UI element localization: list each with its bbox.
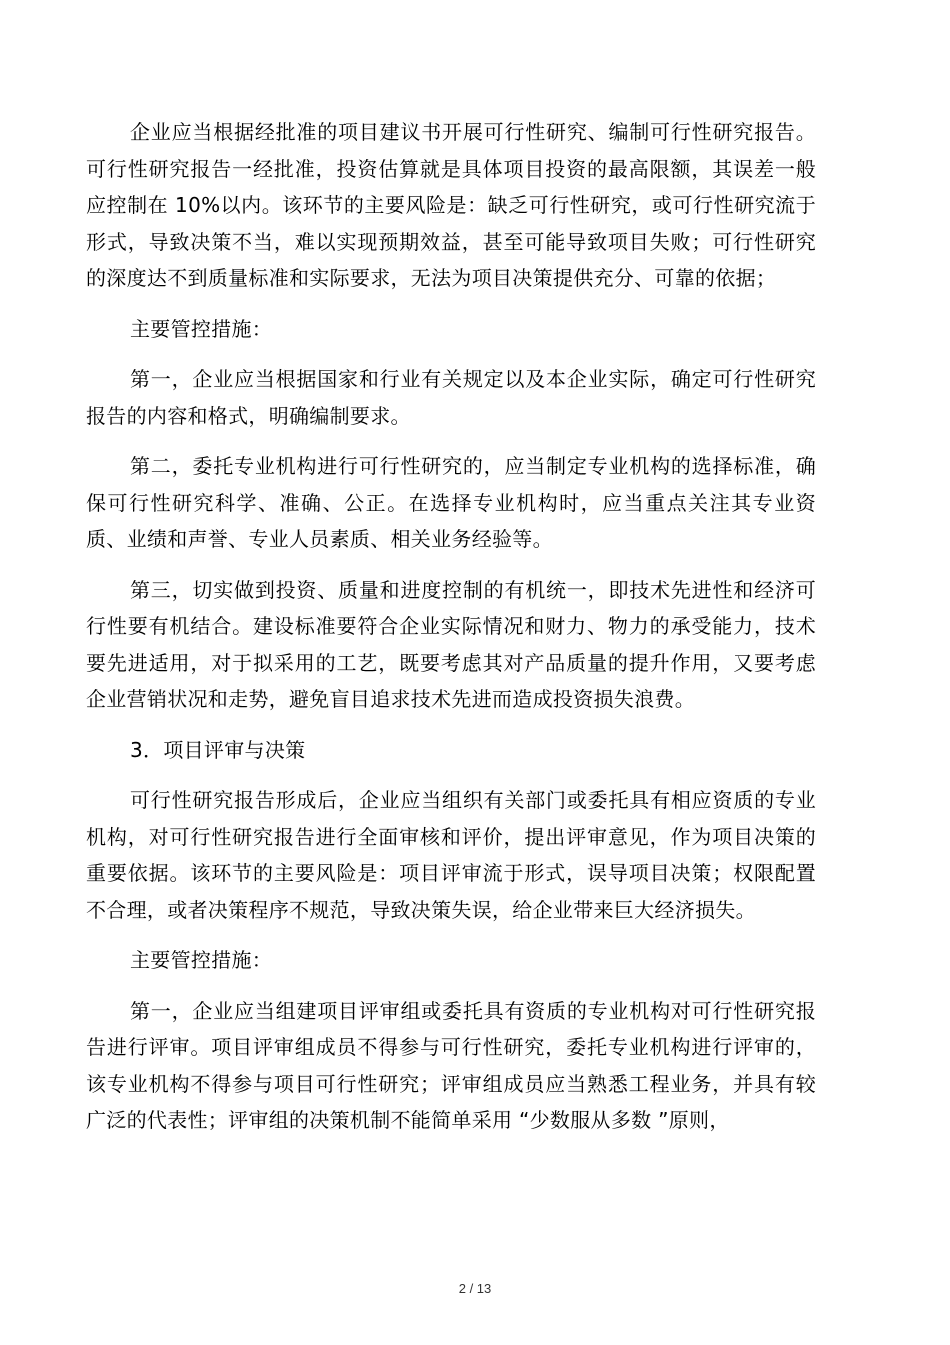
section-heading-review-decision: 3．项目评审与决策 — [130, 737, 306, 762]
page-number: 2 / 13 — [458, 1281, 492, 1296]
document-body — [86, 114, 816, 1153]
paragraph-measure-1: 第一，企业应当根据国家和行业有关规定以及本企业实际，确定可行性研究报告的内容和格式，明确编制要求。 — [86, 367, 816, 428]
paragraph-review-decision: 可行性研究报告形成后，企业应当组织有关部门或委托具有相应资质的专业机构，对可行性研究报告进行全面审核和评价，提出评审意见，作为项目决策的重要依据。该环节的主要风险是：项目评审流于形式，误导项目决策；权限配置不合理，或者决策程序不规范，导致决策失误，给企业带来巨大经济损失。 — [86, 788, 816, 922]
paragraph-control-measures-heading-1: 主要管控措施： — [130, 316, 273, 341]
paragraph-review-measure-1: 第一，企业应当组建项目评审组或委托具有资质的专业机构对可行性研究报告进行评审。项目评审组成员不得参与可行性研究，委托专业机构进行评审的，该专业机构不得参与项目可行性研究；评审组成员应当熟悉工程业务，并具有较广泛的代表性；评审组的决策机制不能简单采用 “少数服从多数 ”原则， — [86, 998, 816, 1132]
paragraph-measure-3: 第三，切实做到投资、质量和进度控制的有机统一，即技术先进性和经济可行性要有机结合。建设标准要符合企业实际情况和财力、物力的承受能力，技术要先进适用，对于拟采用的工艺，既要考虑其对产品质量的提升作用，又要考虑企业营销状况和走势，避免盲目追求技术先进而造成投资损失浪费。 — [86, 577, 816, 711]
paragraph-feasibility-study: 企业应当根据经批准的项目建议书开展可行性研究、编制可行性研究报告。可行性研究报告一经批准，投资估算就是具体项目投资的最高限额，其误差一般应控制在 10%以内。该环节的主要风险是：缺乏可行性研究，或可行性研究流于形式，导致决策不当，难以实现预期效益，甚至可能导致项目失败；可行性研究的深度达不到质量标准和实际要求，无法为项目决策提供充分、可靠的依据； — [86, 120, 816, 290]
paragraph-measure-2: 第二，委托专业机构进行可行性研究的，应当制定专业机构的选择标准，确保可行性研究科学、准确、公正。在选择专业机构时，应当重点关注其专业资质、业绩和声誉、专业人员素质、相关业务经验等。 — [86, 454, 816, 551]
paragraph-control-measures-heading-2: 主要管控措施： — [130, 948, 273, 972]
